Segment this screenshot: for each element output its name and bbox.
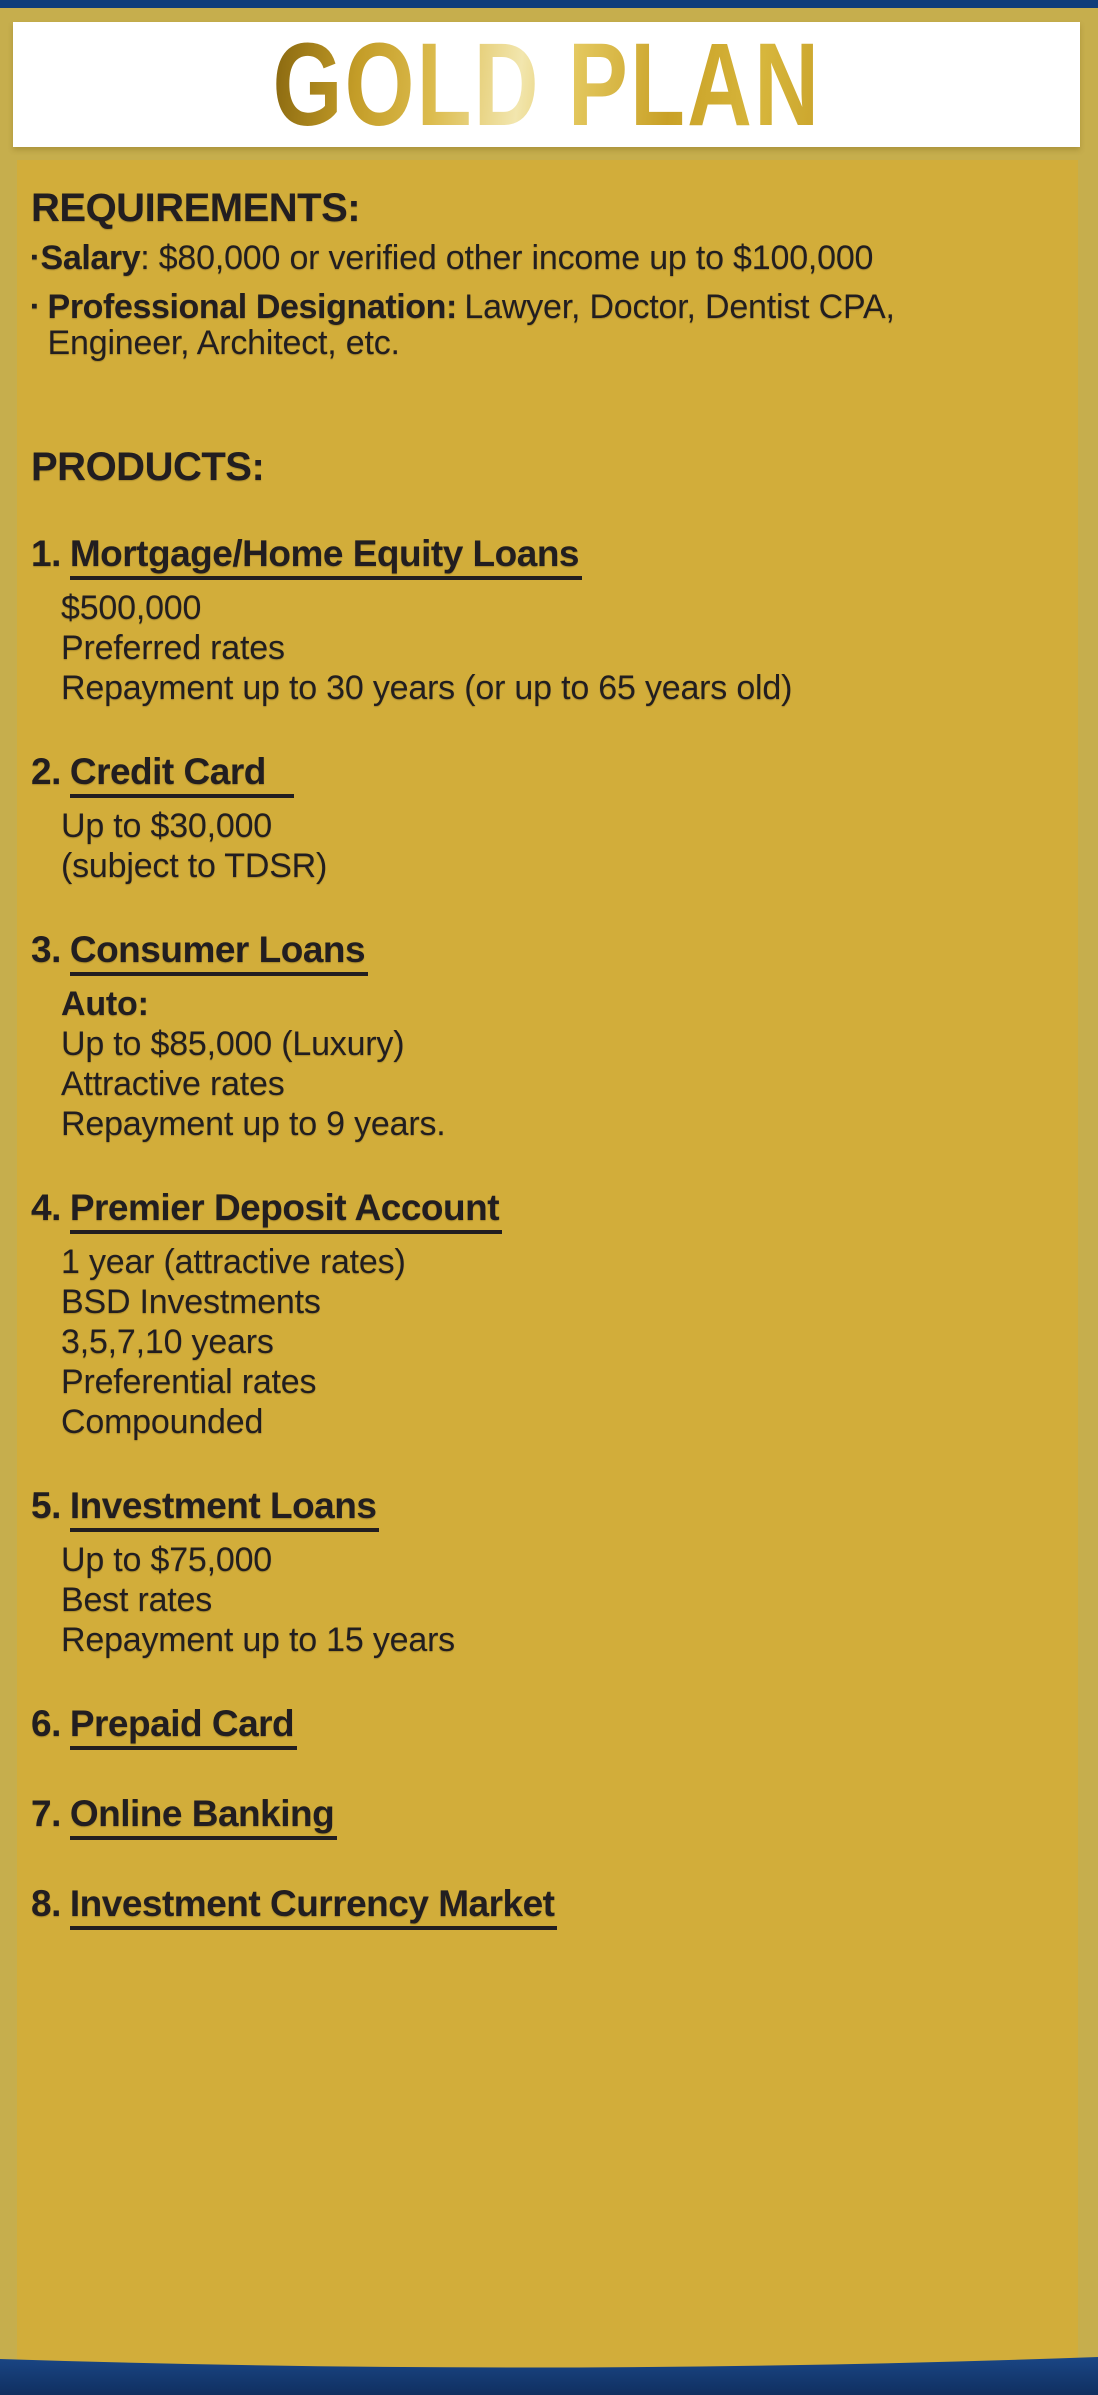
product-detail-line: Repayment up to 9 years. bbox=[61, 1105, 446, 1143]
product-title bbox=[31, 1794, 1058, 1840]
product-item-credit-card bbox=[31, 752, 1058, 886]
product-number: 3. bbox=[31, 929, 61, 970]
requirement-value-line1: Lawyer, Doctor, Dentist CPA, bbox=[464, 288, 895, 326]
product-detail-line: BSD Investments bbox=[61, 1283, 321, 1321]
product-detail-line: (subject to TDSR) bbox=[61, 847, 328, 885]
product-title bbox=[31, 1704, 1058, 1750]
product-number: 4. bbox=[31, 1187, 61, 1228]
requirement-label: Professional Designation: bbox=[47, 288, 457, 326]
product-detail-line: Best rates bbox=[61, 1581, 213, 1619]
product-title-text: Prepaid Card bbox=[70, 1704, 297, 1750]
requirement-item-profession bbox=[31, 289, 1058, 361]
product-title-text: Consumer Loans bbox=[70, 930, 368, 976]
product-title-text: Credit Card bbox=[70, 752, 294, 798]
product-title bbox=[31, 534, 1058, 580]
page-title: GOLD PLAN bbox=[272, 18, 821, 151]
product-details bbox=[31, 984, 1058, 1144]
product-title-text: Investment Currency Market bbox=[70, 1884, 558, 1930]
product-detail-line: Attractive rates bbox=[61, 1065, 285, 1103]
bottom-navy-wave bbox=[0, 2350, 1098, 2395]
requirements-section bbox=[31, 186, 1058, 361]
product-item-consumer-loans bbox=[31, 930, 1058, 1144]
product-title bbox=[31, 930, 1058, 976]
product-detail-line: Preferential rates bbox=[61, 1363, 317, 1401]
product-item-investment-loans bbox=[31, 1486, 1058, 1660]
product-number: 2. bbox=[31, 751, 61, 792]
product-item-mortgage bbox=[31, 534, 1058, 708]
requirement-value: : $80,000 or verified other income up to $100,000 bbox=[140, 239, 874, 277]
bullet-icon: ▪ bbox=[31, 247, 38, 268]
product-title-text: Mortgage/Home Equity Loans bbox=[70, 534, 582, 580]
product-detail-line: Up to $30,000 bbox=[61, 807, 273, 845]
requirement-item-salary bbox=[31, 240, 1058, 277]
product-item-premier-deposit bbox=[31, 1188, 1058, 1442]
product-subheading: Auto: bbox=[61, 985, 149, 1023]
products-heading: PRODUCTS: bbox=[31, 445, 265, 489]
title-banner bbox=[13, 18, 1080, 151]
products-section bbox=[31, 445, 1058, 1930]
product-details bbox=[31, 1540, 1058, 1660]
requirement-text bbox=[41, 240, 874, 277]
product-detail-line: $500,000 bbox=[61, 589, 202, 627]
product-detail-line: Preferred rates bbox=[61, 629, 285, 667]
content-panel bbox=[17, 160, 1078, 2395]
requirement-label: Salary bbox=[40, 239, 141, 277]
product-detail-line: 3,5,7,10 years bbox=[61, 1323, 274, 1361]
top-navy-bar bbox=[0, 0, 1098, 8]
product-detail-line: 1 year (attractive rates) bbox=[61, 1243, 406, 1281]
product-number: 6. bbox=[31, 1703, 61, 1744]
product-title-text: Online Banking bbox=[70, 1794, 337, 1840]
product-number: 8. bbox=[31, 1883, 61, 1924]
product-title-text: Investment Loans bbox=[70, 1486, 380, 1532]
product-detail-line: Up to $75,000 bbox=[61, 1541, 273, 1579]
product-title bbox=[31, 752, 1058, 798]
product-number: 1. bbox=[31, 533, 61, 574]
product-detail-line: Repayment up to 30 years (or up to 65 years old) bbox=[61, 669, 793, 707]
requirements-heading: REQUIREMENTS: bbox=[31, 186, 361, 230]
product-title bbox=[31, 1486, 1058, 1532]
requirement-value-line2: Engineer, Architect, etc. bbox=[47, 324, 400, 362]
requirement-text bbox=[48, 289, 895, 361]
product-title-text: Premier Deposit Account bbox=[70, 1188, 502, 1234]
product-title bbox=[31, 1884, 1058, 1930]
product-number: 5. bbox=[31, 1485, 61, 1526]
product-details bbox=[31, 588, 1058, 708]
product-detail-line: Repayment up to 15 years bbox=[61, 1621, 455, 1659]
product-item-prepaid-card bbox=[31, 1704, 1058, 1750]
product-number: 7. bbox=[31, 1793, 61, 1834]
product-detail-line: Up to $85,000 (Luxury) bbox=[61, 1025, 405, 1063]
product-title bbox=[31, 1188, 1058, 1234]
product-detail-line: Compounded bbox=[61, 1403, 264, 1441]
bullet-icon: ▪ bbox=[31, 296, 38, 317]
product-details bbox=[31, 806, 1058, 886]
product-item-online-banking bbox=[31, 1794, 1058, 1840]
product-item-investment-currency bbox=[31, 1884, 1058, 1930]
product-details bbox=[31, 1242, 1058, 1442]
